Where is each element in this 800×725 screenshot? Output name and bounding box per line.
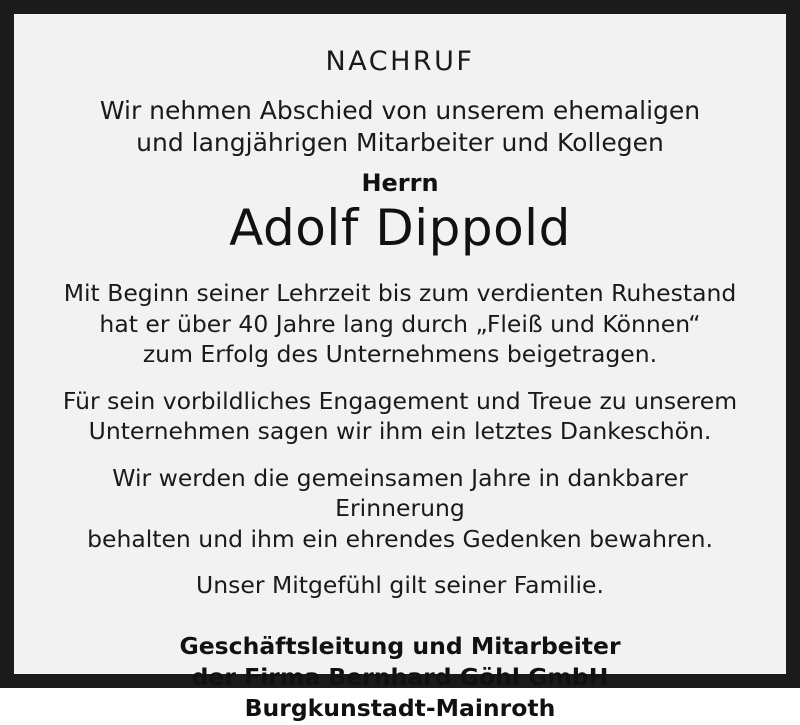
paragraph-line: hat er über 40 Jahre lang durch „Fleiß und Können“ bbox=[99, 309, 701, 338]
notice-salutation: Herrn bbox=[361, 169, 439, 197]
notice-paragraph bbox=[44, 463, 756, 555]
paragraph-line: behalten und ihm ein ehrendes Gedenken bewahren. bbox=[87, 524, 713, 553]
paragraph-line: Unser Mitgefühl gilt seiner Familie. bbox=[196, 571, 604, 600]
paragraph-line: Wir werden die gemeinsamen Jahre in dankbarer Erinnerung bbox=[112, 463, 688, 523]
paragraph-line: Mit Beginn seiner Lehrzeit bis zum verdienten Ruhestand bbox=[63, 279, 737, 307]
signature-line: Geschäftsleitung und Mitarbeiter bbox=[179, 631, 621, 660]
notice-paragraph bbox=[196, 570, 604, 601]
notice-signature bbox=[179, 631, 620, 725]
notice-paragraph bbox=[64, 278, 737, 370]
signature-line: Burgkunstadt-Mainroth bbox=[244, 694, 556, 723]
deceased-name: Adolf Dippold bbox=[229, 199, 571, 257]
notice-paragraph bbox=[63, 386, 737, 447]
intro-line: Wir nehmen Abschied von unserem ehemaligen bbox=[99, 96, 701, 125]
obituary-notice bbox=[14, 14, 786, 723]
signature-line: der Firma Bernhard Göhl GmbH bbox=[191, 663, 609, 692]
notice-headline: NACHRUF bbox=[325, 46, 475, 77]
paragraph-line: Für sein vorbildliches Engagement und Treue zu unserem bbox=[62, 386, 738, 415]
paragraph-line: zum Erfolg des Unternehmens beigetragen. bbox=[142, 340, 658, 369]
paragraph-line: Unternehmen sagen wir ihm ein letztes Dankeschön. bbox=[88, 417, 712, 446]
intro-line: und langjährigen Mitarbeiter und Kollegen bbox=[136, 128, 664, 157]
notice-intro bbox=[100, 95, 700, 159]
